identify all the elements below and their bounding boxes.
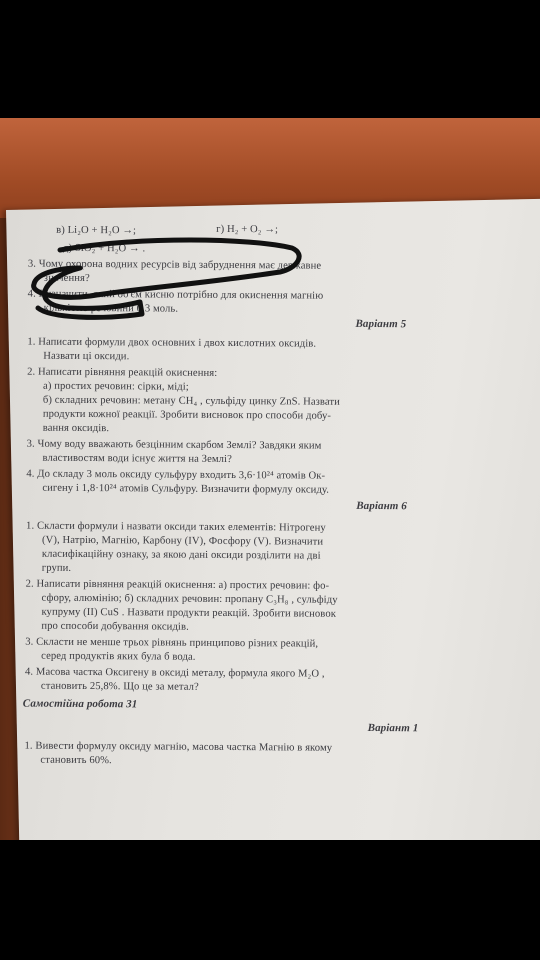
text-line: серед продуктів яких була б вода. (41, 650, 196, 663)
text-line: 2. Написати рівняння реакцій окиснення: а) простих речовин: фо- (25, 578, 330, 592)
text-line: 1. Скласти формули і назвати оксиди таких елементів: Нітрогену (26, 520, 326, 534)
text-line: 1. Написати формули двох основних і двох кислотних оксидів. (27, 336, 317, 350)
variant-heading: Варіант 6 (356, 499, 407, 513)
text-line: властивостям води існує життя на Землі? (42, 452, 232, 466)
text-line: про способи добування оксидів. (41, 620, 189, 633)
text-line: Назвати ці оксиди. (43, 350, 130, 363)
text-line: 4. Визначити, який об'єм кисню потрібно для окиснення магнію (27, 288, 324, 302)
pen-scribble-circle (0, 118, 540, 840)
text-line: становить 25,8%. Що це за метал? (40, 680, 199, 693)
variant-heading: Варіант 5 (355, 317, 407, 331)
text-line: 4. До складу 3 моль оксиду сульфуру входить 3,6·10²⁴ атомів Ок- (26, 468, 326, 482)
text-line: 2. Написати рівняння реакцій окиснення: (27, 366, 218, 379)
text-line: а) простих речовин: сірки, міді; (43, 380, 189, 393)
text-line: вання оксидів. (42, 422, 110, 435)
text-line: д) SiO₂ + H₂O → . (62, 242, 146, 255)
text-line: 3. Чому воду вважають безцінним скарбом Землі? Завдяки яким (26, 438, 322, 452)
text-line: 1. Вивести формулу оксиду магнію, масова частка Магнію в якому (24, 740, 333, 754)
text-line: в) Li₂O + H₂O →; (56, 224, 137, 237)
section-title: Самостійна робота 31 (22, 697, 138, 711)
text-line: продукти кожної реакції. Зробити висновок про способи добу- (42, 408, 332, 422)
text-line: значення? (43, 272, 90, 285)
text-line: купруму (II) CuS . Назвати продукти реакцій. Зробити висновок (41, 606, 337, 620)
text-line: 3. Скласти не менше трьох рівнянь принципово різних реакцій, (25, 636, 319, 650)
text-line: класифікаційну ознаку, за якою дані оксиди розділити на дві (41, 548, 321, 562)
text-line: сфору, алюмінію; б) складних речовин: пропану C₃H₈ , сульфіду (41, 592, 338, 606)
text-line: сигену і 1,8·10²⁴ атомів Сульфуру. Визначити формулу оксиду. (42, 482, 330, 496)
text-line: становить 60%. (40, 754, 112, 767)
text-line: г) H₂ + O₂ →; (216, 223, 279, 236)
text-line: (V), Натрію, Магнію, Карбону (IV), Фосфору (V). Визначити (41, 534, 324, 548)
text-line: кількістю речовини 0,3 моль. (43, 302, 179, 315)
text-line: б) складних речовин: метану CH₄ , сульфіду цинку ZnS. Назвати (42, 394, 340, 408)
text-line: 3. Чому охорона водних ресурсів від забруднення має державне (27, 258, 322, 272)
text-line: 4. Масова частка Оксигену в оксиді металу, формула якого M₂O , (25, 666, 325, 680)
text-line: групи. (41, 562, 72, 574)
variant-heading: Варіант 1 (367, 721, 419, 735)
photo (0, 118, 540, 840)
